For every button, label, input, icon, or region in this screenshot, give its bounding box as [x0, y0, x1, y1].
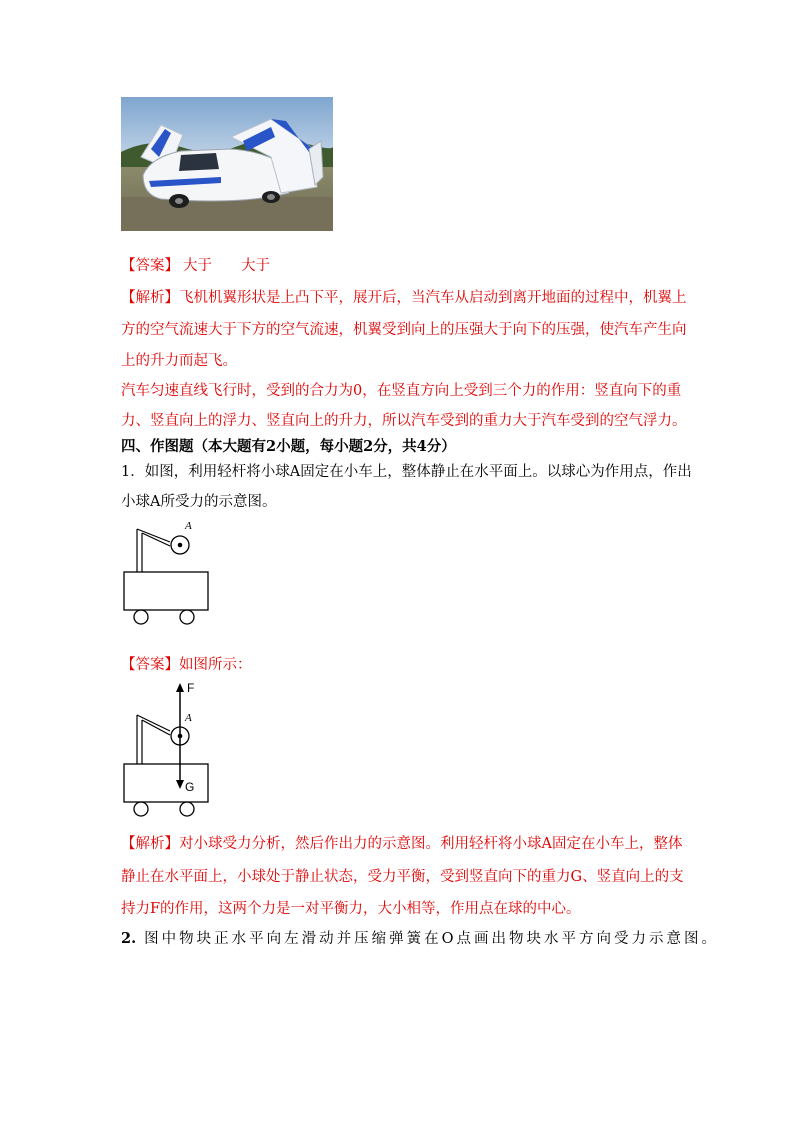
answer-text: 大于 大于: [183, 258, 270, 274]
analysis-1-line-5: 力、竖直向上的浮力、竖直向上的升力，所以汽车受到的重力大于汽车受到的空气浮力。: [121, 413, 687, 429]
cart-ball-diagram: [118, 515, 228, 627]
analysis-1-line-2: 方的空气流速大于下方的空气流速，机翼受到向上的压强大于向下的压强，使汽车产生向: [121, 322, 687, 338]
label-f: F: [187, 681, 195, 695]
answer-text: 如图所示：: [179, 657, 252, 673]
question-number: 2.: [121, 930, 137, 947]
question-1-line-1: 1．如图，利用轻杆将小球A固定在小车上，整体静止在水平面上。以球心为作用点，作出: [121, 464, 692, 480]
section-heading: 四、作图题（本大题有2小题，每小题2分，共4分）: [121, 438, 456, 455]
label-g: G: [185, 780, 195, 794]
force-diagram: [118, 678, 228, 818]
arrowhead-up-icon: [176, 683, 184, 692]
analysis-2-line-1: 【解析】对小球受力分析，然后作出力的示意图。利用轻杆将小球A固定在小车上，整体: [121, 836, 683, 852]
flying-car-photo: [121, 97, 333, 231]
answer-1: [121, 256, 270, 276]
label-a: A: [185, 520, 192, 532]
answer-tag: 【答案】: [121, 258, 179, 274]
arrowhead-down-icon: [176, 780, 184, 789]
label-a: A: [185, 712, 192, 724]
question-2-text: 图中物块正水平向左滑动并压缩弹簧在O点画出物块水平方向受力示意图。: [144, 931, 720, 947]
analysis-2-line-2: 静止在水平面上，小球处于静止状态，受力平衡，受到竖直向下的重力G、竖直向上的支: [121, 869, 684, 885]
analysis-2-line-3: 持力F的作用，这两个力是一对平衡力，大小相等，作用点在球的中心。: [121, 901, 581, 917]
analysis-tag: 【解析】: [121, 836, 179, 852]
answer-2: [121, 655, 252, 675]
question-1-line-2: 小球A所受力的示意图。: [121, 494, 277, 510]
analysis-1-line-4: 汽车匀速直线飞行时，受到的合力为0，在竖直方向上受到三个力的作用：竖直向下的重: [121, 383, 682, 399]
analysis-1-line-3: 上的升力而起飞。: [121, 353, 237, 369]
analysis-tag: 【解析】: [121, 290, 179, 306]
analysis-1-line-1: 【解析】飞机机翼形状是上凸下平，展开后，当汽车从启动到离开地面的过程中，机翼上: [121, 290, 687, 306]
question-2: [121, 929, 719, 949]
answer-tag: 【答案】: [121, 657, 179, 673]
